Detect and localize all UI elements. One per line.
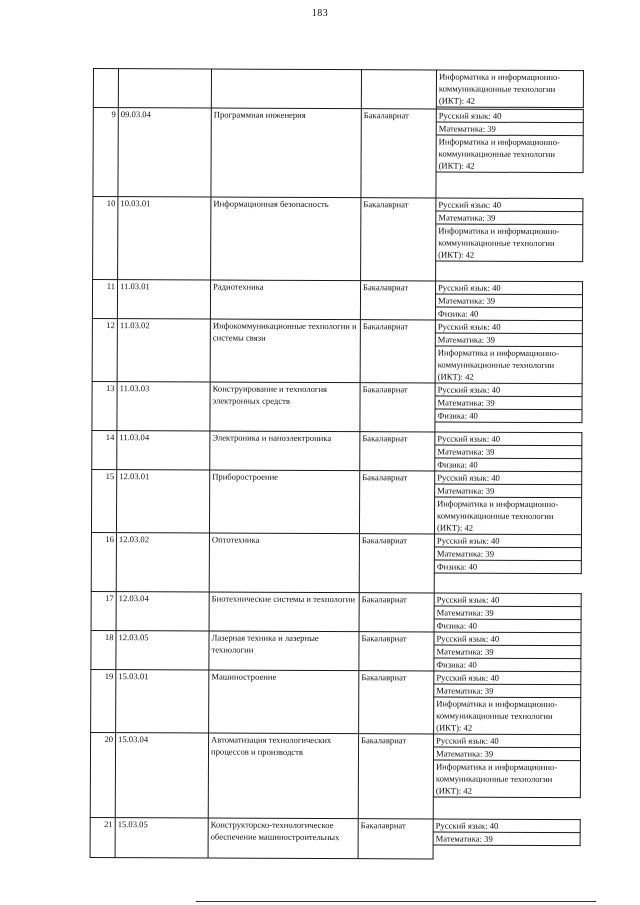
- row-number: 15: [91, 469, 116, 532]
- exam-requirement: Информатика и информационно-коммуникационные технологии (ИКТ): 42: [434, 497, 581, 535]
- education-level: Бакалавриат: [360, 432, 435, 471]
- direction-code: 11.03.01: [117, 280, 210, 319]
- education-level: Бакалавриат: [361, 109, 436, 198]
- row-number: 13: [92, 381, 117, 430]
- direction-code: 09.03.04: [118, 108, 211, 197]
- exam-requirement: Русский язык: 40: [436, 281, 583, 295]
- table-row: [92, 430, 582, 445]
- direction-name: Информационная безопасность: [211, 197, 361, 281]
- exam-requirement: Информатика и информационно-коммуникационные технологии (ИКТ): 42: [433, 760, 580, 798]
- education-level: Бакалавриат: [359, 534, 434, 593]
- table-row: [93, 69, 583, 108]
- direction-code: 15.03.01: [116, 670, 209, 733]
- spacer-cell: [434, 573, 581, 594]
- education-level: Бакалавриат: [358, 734, 433, 819]
- education-level: Бакалавриат: [359, 671, 434, 734]
- table-row: [92, 381, 582, 396]
- exam-requirement: Математика: 39: [434, 684, 581, 698]
- row-number: 18: [91, 630, 116, 669]
- table-row: [93, 280, 583, 295]
- direction-name: [211, 69, 361, 109]
- table-row: [91, 630, 581, 645]
- exam-requirement: Физика: 40: [435, 307, 582, 321]
- exam-requirement: Русский язык: 40: [435, 383, 582, 397]
- education-level: [361, 70, 436, 109]
- education-level: Бакалавриат: [361, 198, 436, 281]
- table-row: [92, 318, 582, 333]
- table-row: [93, 108, 583, 123]
- exam-requirement: Русский язык: 40: [434, 593, 581, 607]
- education-level: Бакалавриат: [360, 281, 435, 320]
- exam-requirement: Информатика и информационно-коммуникационные технологии (ИКТ): 42: [436, 224, 583, 262]
- exam-requirement: Математика: 39: [434, 547, 581, 561]
- education-level: Бакалавриат: [360, 383, 435, 432]
- row-number: 16: [91, 532, 116, 591]
- direction-name: Лазерная техника и лазерные технологии: [209, 631, 359, 671]
- exam-requirement: Русский язык: 40: [434, 534, 581, 548]
- exam-requirement: Информатика и информационно-коммуникационные технологии (ИКТ): 42: [436, 135, 583, 173]
- exam-requirement: Математика: 39: [433, 832, 580, 846]
- row-number: 20: [90, 732, 115, 817]
- direction-name: Радиотехника: [210, 280, 360, 320]
- exam-requirement: Физика: 40: [435, 409, 582, 423]
- row-number: 9: [93, 108, 118, 197]
- row-number: 12: [92, 318, 117, 381]
- spacer-cell: [436, 172, 583, 199]
- exam-requirement: Физика: 40: [434, 619, 581, 633]
- direction-code: 11.03.02: [117, 319, 210, 382]
- direction-code: 11.03.03: [117, 382, 210, 431]
- spacer-cell: [435, 422, 582, 433]
- exam-requirement: Математика: 39: [433, 747, 580, 761]
- table-body: [90, 69, 583, 860]
- row-number: [93, 69, 118, 108]
- exam-requirement: Русский язык: 40: [434, 671, 581, 685]
- exam-requirement: Русский язык: 40: [435, 471, 582, 485]
- exam-requirement: Математика: 39: [436, 122, 583, 136]
- direction-name: Машиностроение: [209, 670, 359, 734]
- table-row: [91, 669, 581, 684]
- direction-code: 12.03.04: [116, 592, 209, 631]
- direction-code: 11.03.04: [117, 431, 210, 470]
- direction-name: Приборостроение: [209, 470, 359, 534]
- exam-requirement: Русский язык: 40: [436, 198, 583, 212]
- direction-code: 10.03.01: [118, 197, 211, 280]
- exam-requirement: Физика: 40: [434, 658, 581, 672]
- admission-table: [90, 68, 584, 860]
- exam-requirement: Информатика и информационно-коммуникационные технологии (ИКТ): 42: [435, 346, 582, 384]
- table-row: [90, 817, 580, 832]
- exam-requirement: Математика: 39: [435, 294, 582, 308]
- exam-requirement: Информатика и информационно-коммуникационные технологии (ИКТ): 42: [436, 70, 583, 108]
- row-number: 11: [92, 280, 117, 319]
- spacer-cell: [433, 797, 580, 820]
- direction-code: 15.03.05: [115, 818, 208, 858]
- exam-requirement: Физика: 40: [434, 560, 581, 574]
- exam-requirement: Информатика и информационно-коммуникационные технологии (ИКТ): 42: [434, 697, 581, 735]
- row-number: 14: [92, 430, 117, 469]
- direction-name: Конструирование и технология электронных средств: [210, 382, 360, 432]
- row-number: 17: [91, 591, 116, 630]
- direction-code: [118, 69, 211, 108]
- exam-requirement: Математика: 39: [435, 396, 582, 410]
- exam-requirement: Математика: 39: [434, 645, 581, 659]
- row-number: 19: [91, 669, 116, 732]
- exam-requirement: Русский язык: 40: [435, 320, 582, 334]
- exam-requirement: Математика: 39: [435, 445, 582, 459]
- direction-code: 12.03.01: [116, 470, 209, 533]
- exam-requirement: Русский язык: 40: [433, 819, 580, 833]
- direction-name: Программная инженерия: [211, 108, 361, 198]
- direction-name: Автоматизация технологических процессов и производств: [208, 733, 358, 819]
- spacer-cell: [436, 261, 583, 282]
- direction-code: 15.03.04: [115, 733, 208, 818]
- exam-requirement: Русский язык: 40: [434, 632, 581, 646]
- table-row: [91, 591, 581, 606]
- table-row: [91, 532, 581, 547]
- exam-requirement: Математика: 39: [435, 333, 582, 347]
- table-row: [93, 197, 583, 212]
- direction-name: Инфокоммуникационные технологии и системы связи: [210, 319, 360, 383]
- spacer-cell: [433, 845, 580, 860]
- education-level: Бакалавриат: [360, 320, 435, 383]
- education-level: Бакалавриат: [359, 593, 434, 632]
- direction-name: Электроника и наноэлектроника: [210, 431, 360, 471]
- row-number: 10: [93, 197, 118, 280]
- page-bottom-rule: [196, 901, 596, 902]
- table-row: [92, 469, 582, 484]
- exam-requirement: Математика: 39: [436, 211, 583, 225]
- page-number: 183: [311, 8, 329, 19]
- education-level: Бакалавриат: [359, 632, 434, 671]
- education-level: Бакалавриат: [358, 819, 433, 859]
- direction-name: Оптотехника: [209, 533, 359, 593]
- direction-code: 12.03.05: [116, 631, 209, 670]
- direction-name: Конструкторско-технологическое обеспечение машиностроительных: [208, 818, 358, 859]
- exam-requirement: Русский язык: 40: [435, 432, 582, 446]
- row-number: 21: [90, 817, 115, 857]
- direction-code: 12.03.02: [116, 533, 209, 592]
- education-level: Бакалавриат: [359, 471, 434, 534]
- exam-requirement: Русский язык: 40: [434, 734, 581, 748]
- exam-requirement: Математика: 39: [434, 606, 581, 620]
- table-row: [91, 732, 581, 747]
- exam-requirement: Физика: 40: [435, 458, 582, 472]
- exam-requirement: Русский язык: 40: [436, 109, 583, 123]
- direction-name: Биотехнические системы и технологии: [209, 592, 359, 632]
- exam-requirement: Математика: 39: [435, 484, 582, 498]
